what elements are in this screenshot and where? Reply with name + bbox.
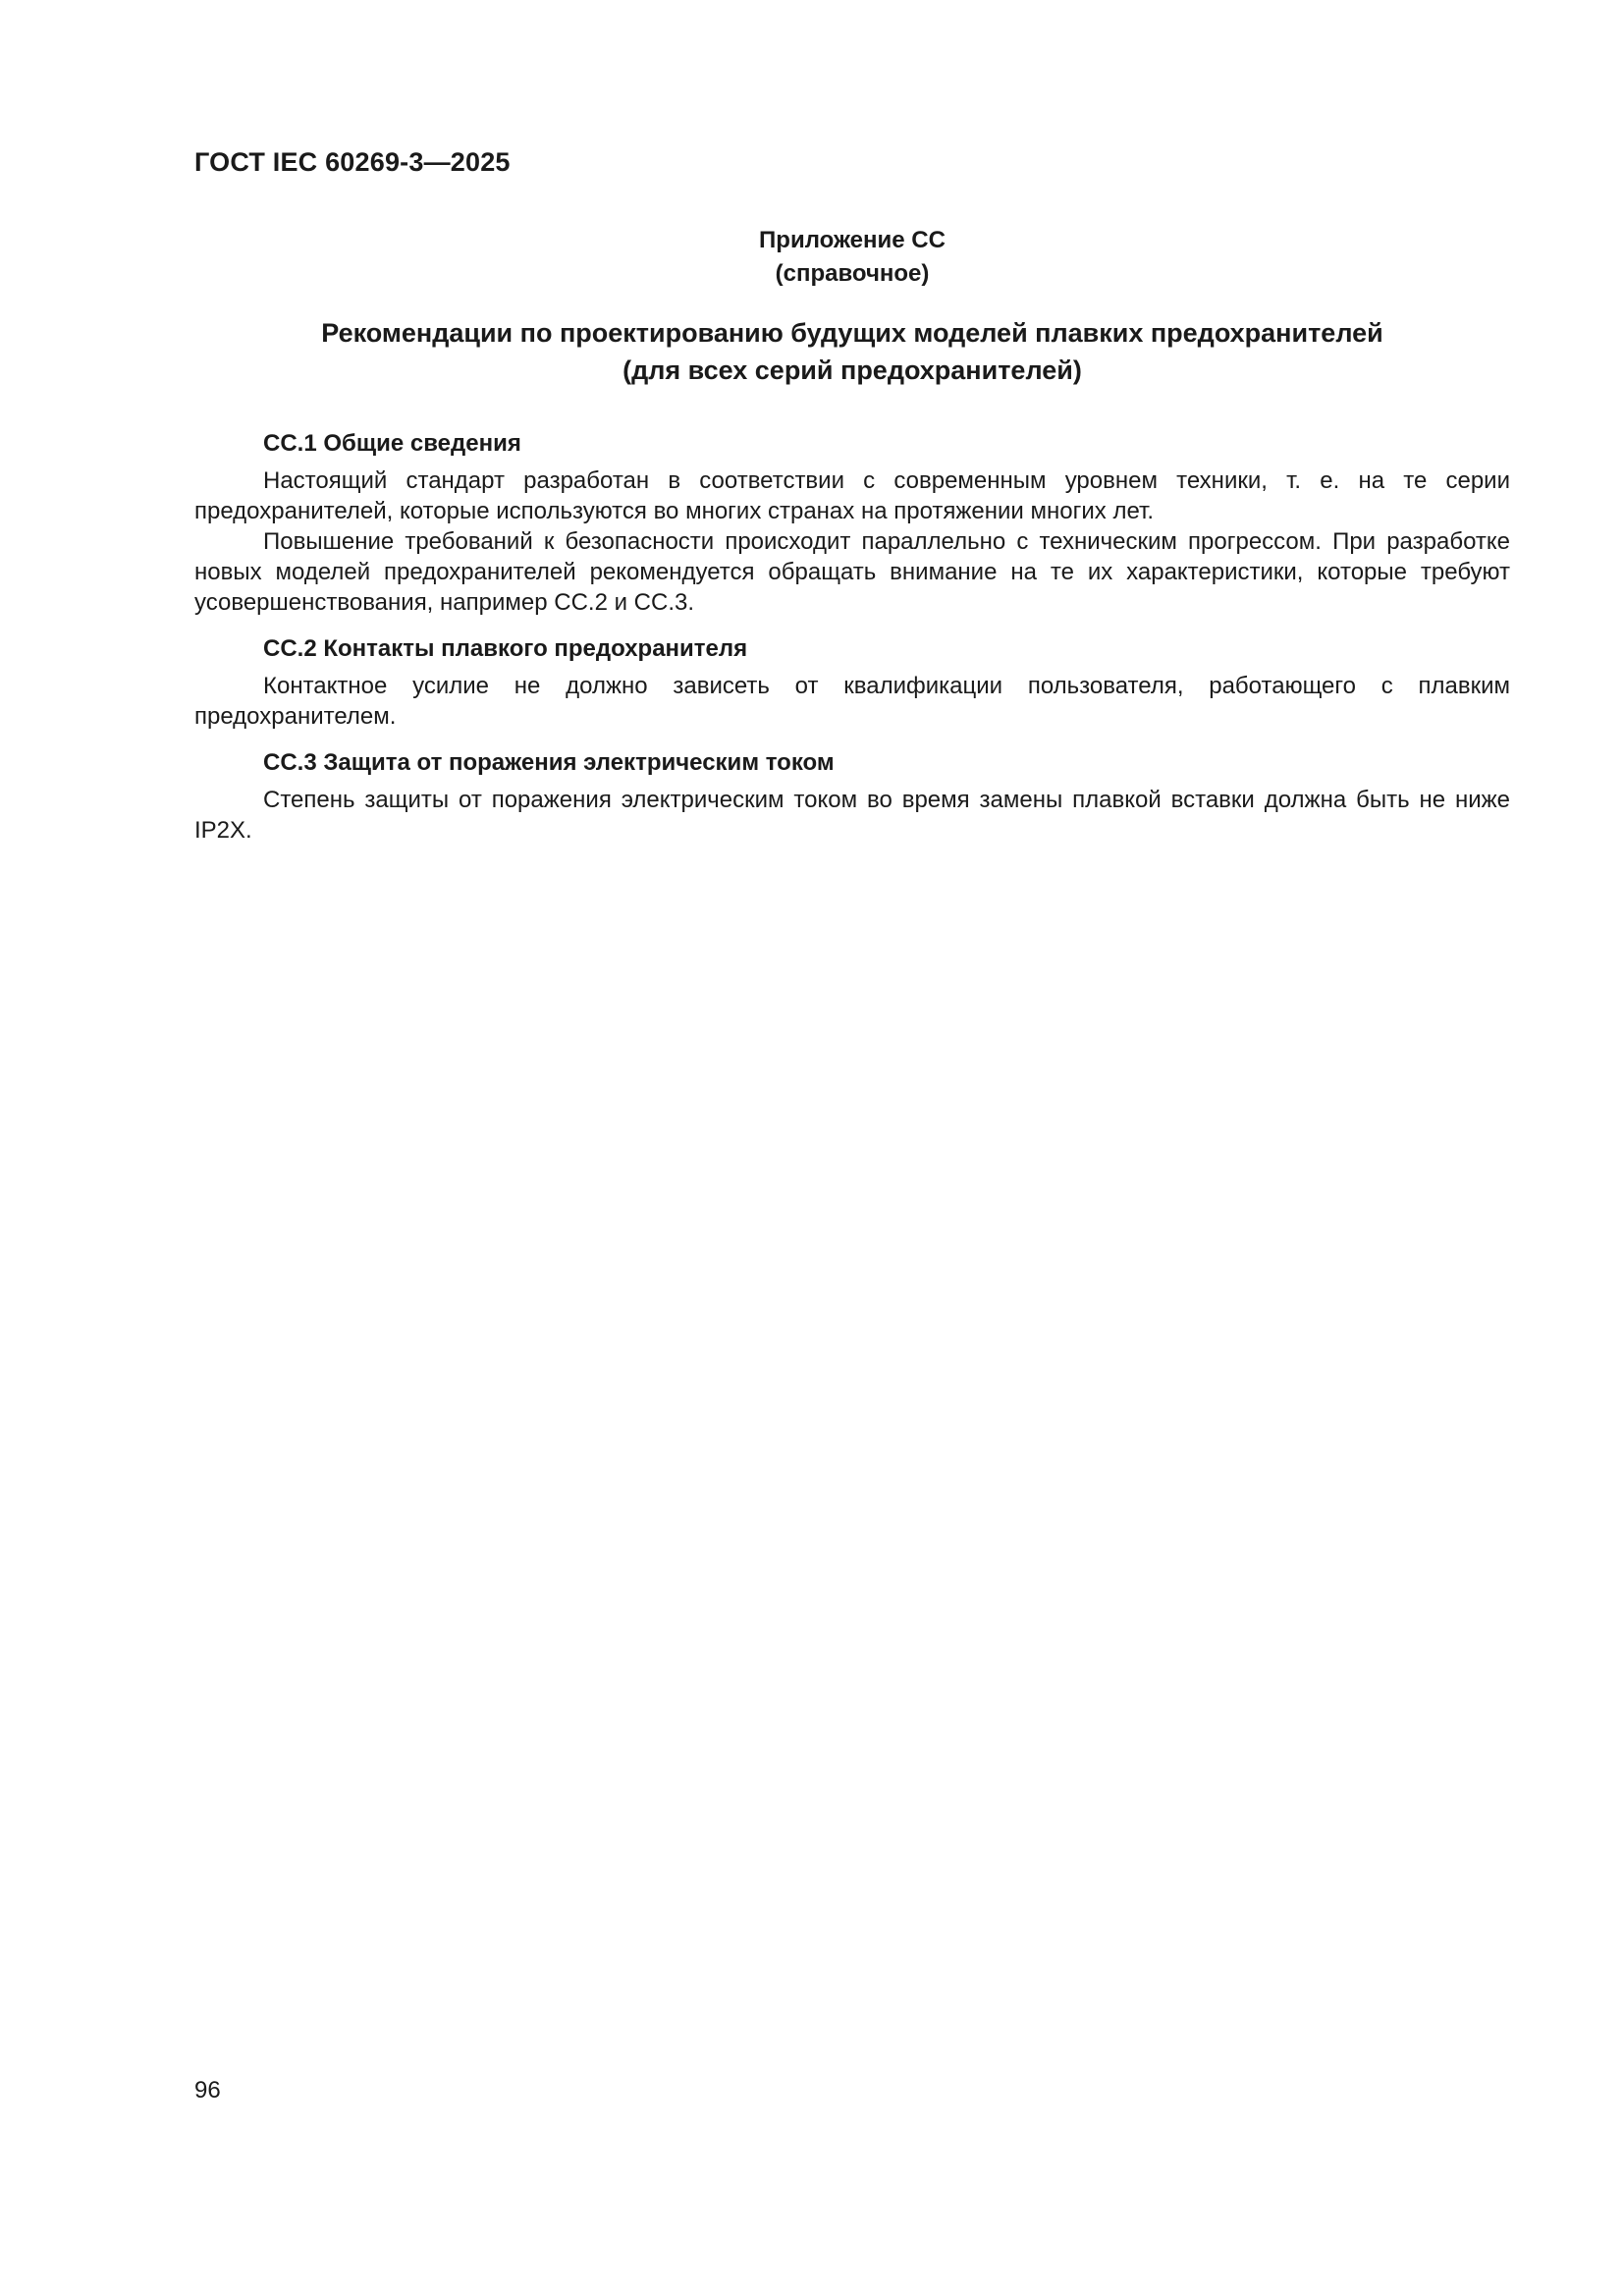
section-fuse-contacts — [194, 633, 1510, 732]
annex-label: Приложение СС — [759, 227, 946, 253]
section-paragraph: Степень защиты от поражения электрическим током во время замены плавкой вставки должна быть не ниже IP2X. — [194, 787, 1510, 844]
annex-status: (справочное) — [775, 260, 930, 287]
section-heading: СС.3 Защита от поражения электрическим током — [263, 749, 835, 776]
section-general — [194, 428, 1510, 618]
section-paragraph: Контактное усилие не должно зависеть от квалификации пользователя, работающего с плавким предохранителем. — [194, 673, 1510, 730]
annex-title-line2: (для всех серий предохранителей) — [622, 355, 1082, 385]
annex-header — [194, 224, 1510, 291]
section-heading: СС.1 Общие сведения — [263, 430, 521, 457]
annex-title-line1: Рекомендации по проектированию будущих моделей плавких предохранителей — [321, 318, 1383, 348]
page-number: 96 — [194, 2077, 221, 2104]
section-paragraph: Настоящий стандарт разработан в соответствии с современным уровнем техники, т. е. на те серии предохранителей, которые используются во многих странах на протяжении многих лет. — [194, 467, 1510, 524]
document-code: ГОСТ IEC 60269-3—2025 — [194, 147, 511, 177]
section-paragraph: Повышение требований к безопасности происходит параллельно с техническим прогрессом. При разработке новых моделей предохранителей рекомендуется обращать внимание на те их характеристики, которые требуют усовершенствования, например СС.2 и СС.3. — [194, 528, 1510, 616]
section-shock-protection — [194, 747, 1510, 846]
annex-title — [194, 314, 1510, 389]
section-heading: СС.2 Контакты плавкого предохранителя — [263, 635, 748, 662]
